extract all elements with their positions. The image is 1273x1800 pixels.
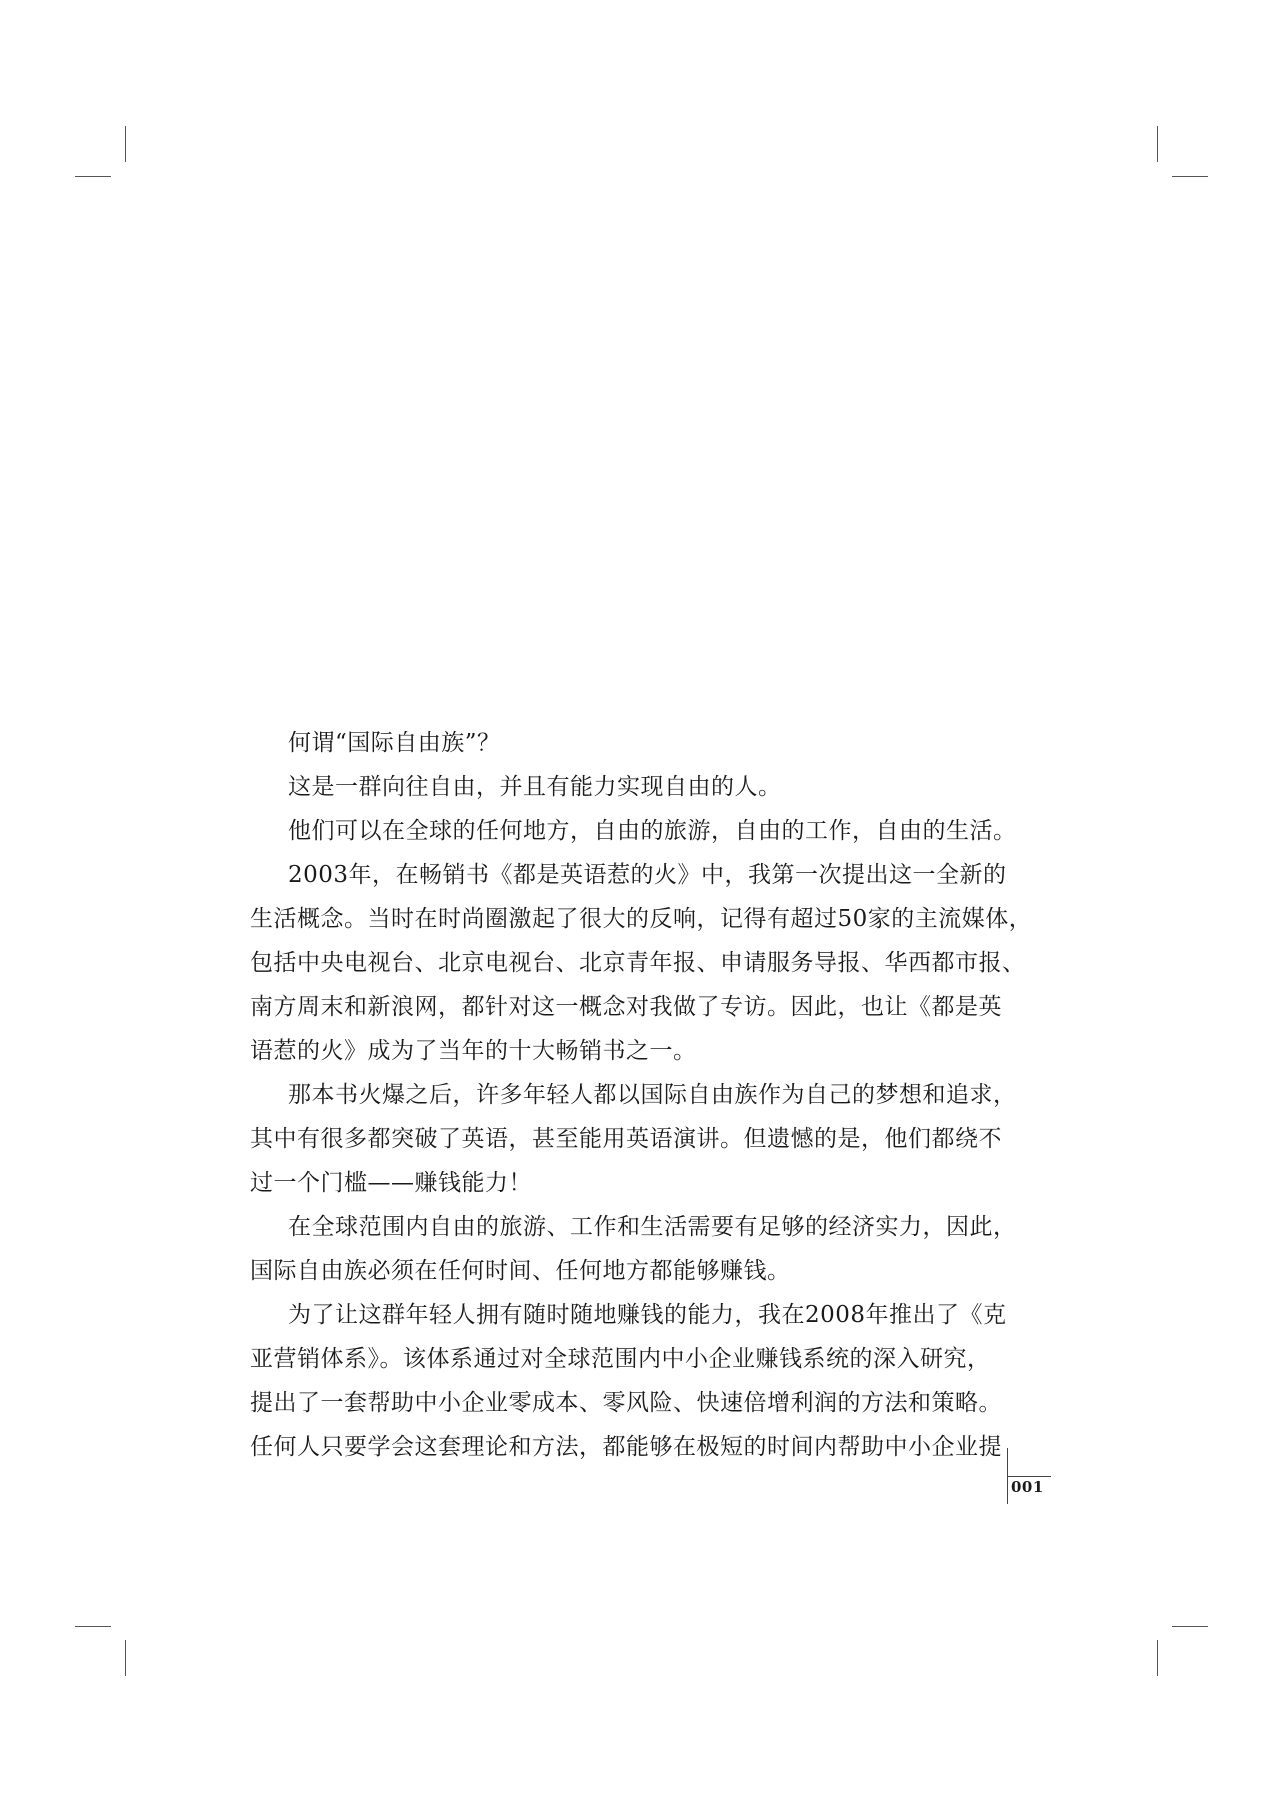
crop-mark-bottom-right-vertical [1157,1640,1158,1676]
crop-mark-top-right-vertical [1157,126,1158,162]
text-line: 亚营销体系》。该体系通过对全球范围内中小企业赚钱系统的深入研究， [250,1346,991,1372]
crop-mark-top-left-vertical [125,126,126,162]
page-number-marker [1007,1448,1067,1508]
text-line: 其中有很多都突破了英语，甚至能用英语演讲。但遗憾的是，他们都绕不 [250,1126,1002,1152]
crop-mark-top-right-horizontal [1172,176,1208,177]
crop-mark-bottom-left-horizontal [75,1626,111,1627]
text-line: 包括中央电视台、北京电视台、北京青年报、申请服务导报、华西都市报、 [250,950,1026,976]
crop-mark-top-left-horizontal [75,176,111,177]
text-line: 提出了一套帮助中小企业零成本、零风险、快速倍增利润的方法和策略。 [250,1390,1002,1416]
page-marker-horizontal-rule [1007,1476,1051,1477]
text-line: 那本书火爆之后，许多年轻人都以国际自由族作为自己的梦想和追求， [288,1082,1017,1108]
text-line: 他们可以在全球的任何地方，自由的旅游，自由的工作，自由的生活。 [288,818,1017,844]
text-line: 任何人只要学会这套理论和方法，都能够在极短的时间内帮助中小企业提 [250,1434,1002,1460]
text-line: 2003年，在畅销书《都是英语惹的火》中，我第一次提出这一全新的 [288,862,1007,888]
crop-mark-bottom-right-horizontal [1172,1626,1208,1627]
text-line: 为了让这群年轻人拥有随时随地赚钱的能力，我在2008年推出了《克 [288,1302,1007,1328]
text-line: 语惹的火》成为了当年的十大畅销书之一。 [250,1038,697,1064]
text-line: 在全球范围内自由的旅游、工作和生活需要有足够的经济实力，因此， [288,1214,1017,1240]
text-line: 这是一群向往自由，并且有能力实现自由的人。 [288,774,782,800]
text-line: 国际自由族必须在任何时间、任何地方都能够赚钱。 [250,1258,791,1284]
crop-mark-bottom-left-vertical [125,1640,126,1676]
text-line: 过一个门槛——赚钱能力！ [250,1170,532,1196]
text-line: 南方周末和新浪网，都针对这一概念对我做了专访。因此，也让《都是英 [250,994,1002,1020]
text-line: 何谓“国际自由族”？ [288,730,501,756]
page-number: 001 [1011,1478,1044,1496]
text-line: 生活概念。当时在时尚圈激起了很大的反响，记得有超过50家的主流媒体， [250,906,1033,932]
